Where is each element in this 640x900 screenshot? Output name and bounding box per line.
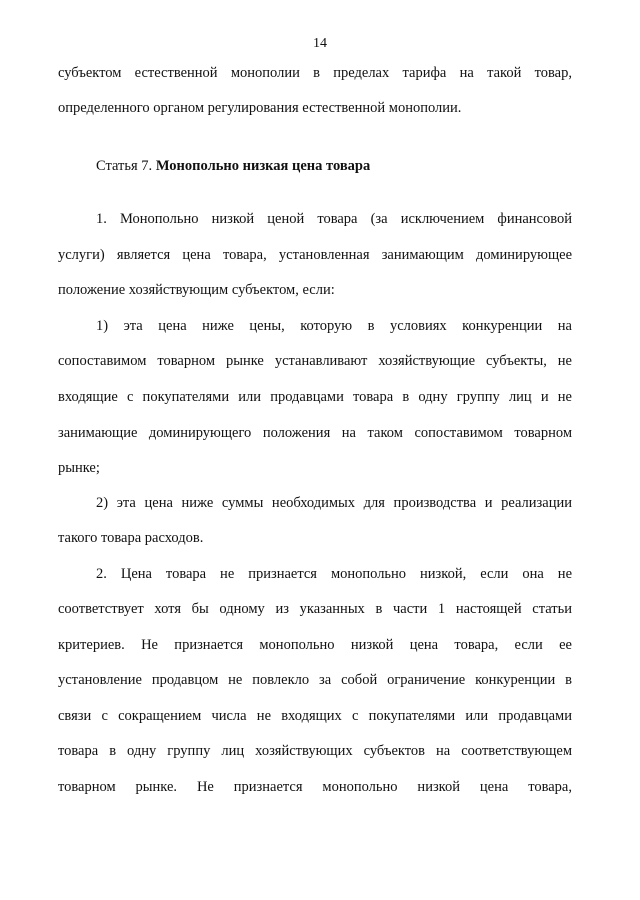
text-line: связи с сокращением числа не входящих с покупателями или продавцами: [58, 708, 572, 724]
article-heading: [96, 157, 370, 175]
text-line: товарном рынке. Не признается монопольно низкой цена товара,: [58, 779, 572, 795]
text-line: такого товара расходов.: [58, 530, 204, 546]
text-line: определенного органом регулирования естественной монополии.: [58, 100, 462, 116]
text-line: 1. Монопольно низкой ценой товара (за исключением финансовой: [96, 211, 572, 227]
text-line: положение хозяйствующим субъектом, если:: [58, 282, 335, 298]
text-line: сопоставимом товарном рынке устанавливают хозяйствующие субъекты, не: [58, 353, 572, 369]
page-number: 14: [313, 36, 327, 51]
text-line: входящие с покупателями или продавцами товара в одну группу лиц и не: [58, 389, 572, 405]
article-prefix: Статья 7.: [96, 158, 156, 174]
text-line: соответствует хотя бы одному из указанных в части 1 настоящей статьи: [58, 601, 572, 617]
text-line: 2. Цена товара не признается монопольно низкой, если она не: [96, 566, 572, 582]
text-line: 2) эта цена ниже суммы необходимых для производства и реализации: [96, 495, 572, 511]
text-line: критериев. Не признается монопольно низкой цена товара, если ее: [58, 637, 572, 653]
article-title: Монопольно низкая цена товара: [155, 158, 371, 174]
text-line: установление продавцом не повлекло за собой ограничение конкуренции в: [58, 672, 572, 688]
text-line: товара в одну группу лиц хозяйствующих субъектов на соответствующем: [58, 743, 572, 759]
text-line: занимающие доминирующего положения на таком сопоставимом товарном: [58, 425, 572, 441]
text-line: рынке;: [58, 460, 100, 476]
text-line: услуги) является цена товара, установленная занимающим доминирующее: [58, 247, 572, 263]
text-line: субъектом естественной монополии в пределах тарифа на такой товар,: [58, 65, 572, 81]
text-line: 1) эта цена ниже цены, которую в условиях конкуренции на: [96, 318, 572, 334]
